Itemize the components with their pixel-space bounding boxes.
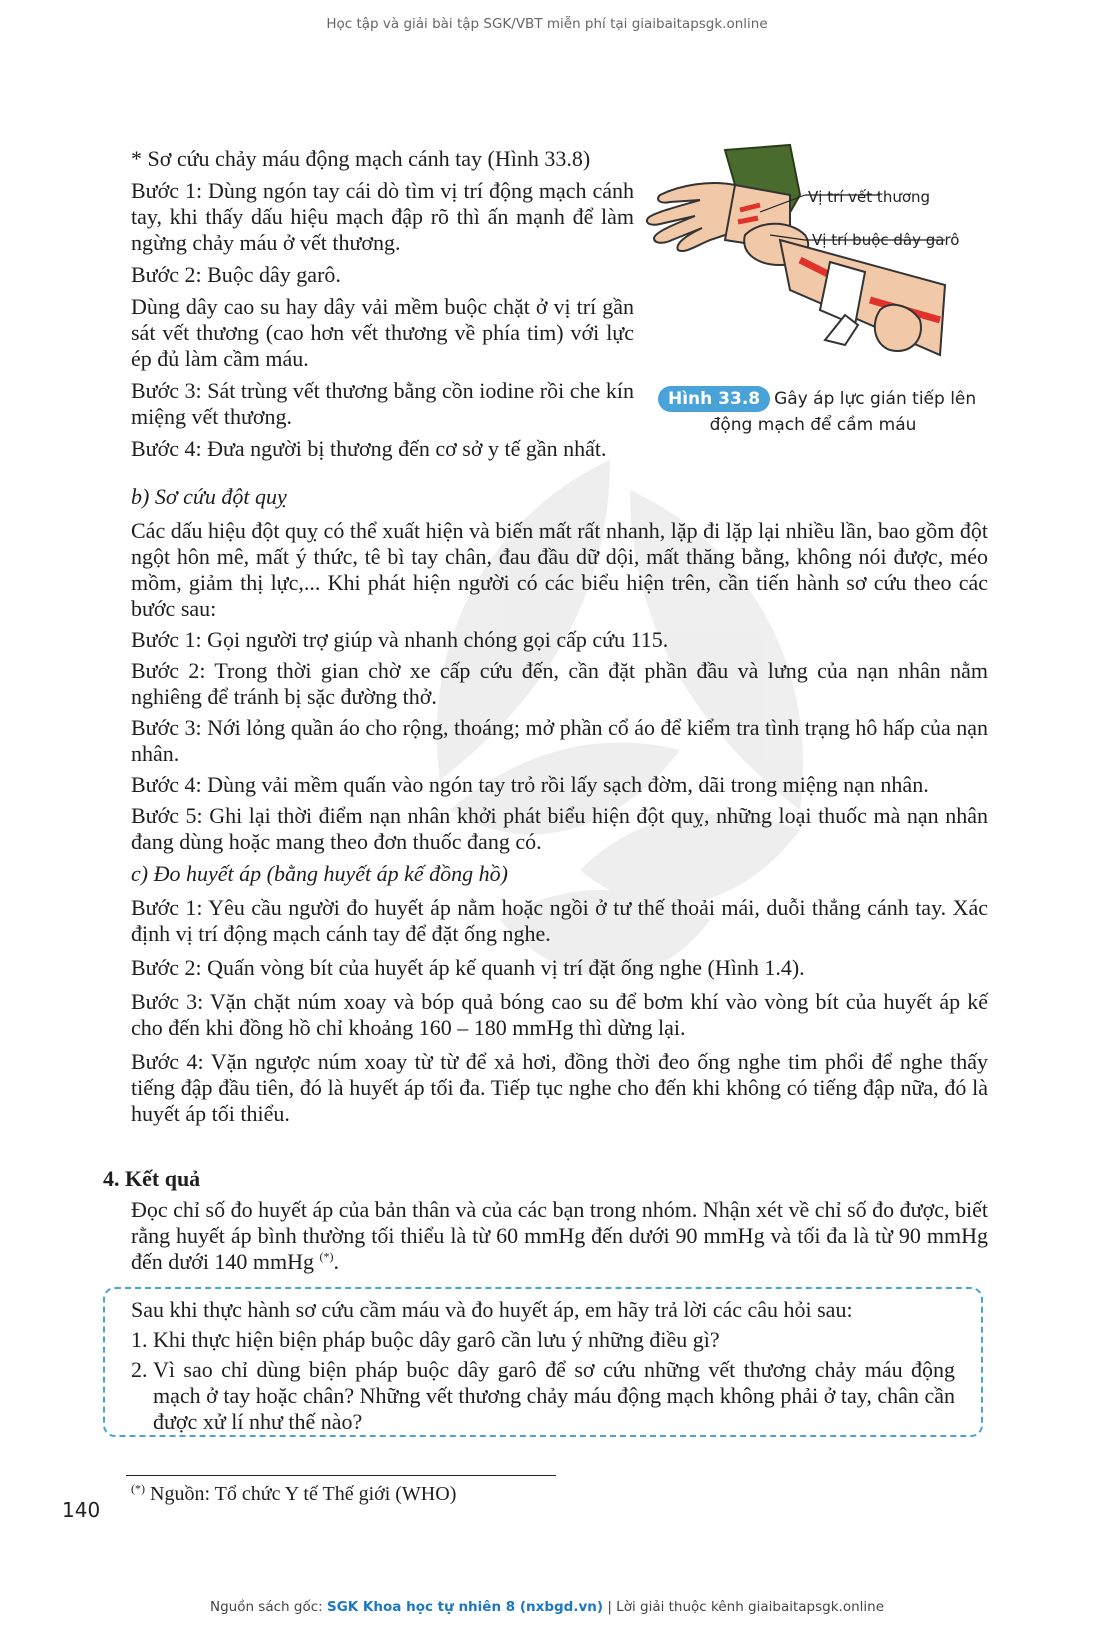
stroke-step-5: Bước 5: Ghi lại thời điểm nạn nhân khởi phát biểu hiện đột quỵ, những loại thuốc mà nạn nhân đang dùng hoặc mang theo đơn thuốc đang có. <box>131 803 988 854</box>
result-end: . <box>333 1249 340 1274</box>
artery-first-aid-section <box>131 146 634 468</box>
stroke-heading: b) Sơ cứu đột quỵ <box>131 484 287 509</box>
question-item <box>131 1327 955 1353</box>
caption-line-1: Gây áp lực gián tiếp lên <box>774 389 977 409</box>
result-text <box>131 1197 988 1275</box>
site-banner: Học tập và giải bài tập SGK/VBT miễn phí tại giaibaitapsgk.online <box>326 16 768 32</box>
question-text: Khi thực hiện biện pháp buộc dây garô cần lưu ý những điều gì? <box>153 1327 720 1352</box>
stroke-step-3: Bước 3: Nới lỏng quần áo cho rộng, thoáng; mở phần cổ áo để kiểm tra tình trạng hô hấp của nạn nhân. <box>131 715 988 766</box>
artery-step-2: Bước 2: Buộc dây garô. <box>131 262 341 287</box>
footer-prefix: Nguồn sách gốc: <box>209 1599 327 1615</box>
bp-step-1: Bước 1: Yêu cầu người đo huyết áp nằm hoặc ngồi ở tư thế thoải mái, duỗi thẳng cánh tay. Xác định vị trí động mạch cánh tay để đặt ống nghe. <box>131 895 988 946</box>
bp-heading: c) Đo huyết áp (bằng huyết áp kế đồng hồ) <box>131 861 508 886</box>
main-content <box>131 484 988 1132</box>
label-wound-position: Vị trí vết thương <box>808 188 931 206</box>
footnote <box>131 1481 731 1507</box>
stroke-step-1: Bước 1: Gọi người trợ giúp và nhanh chóng gọi cấp cứu 115. <box>131 627 669 652</box>
artery-step-1: Bước 1: Dùng ngón tay cái dò tìm vị trí động mạch cánh tay, khi thấy dấu hiệu mạch đập rõ thì ấn mạnh để làm ngừng chảy máu ở vết thương. <box>131 178 634 255</box>
artery-step-3: Bước 3: Sát trùng vết thương bằng cồn iodine rồi che kín miệng vết thương. <box>131 378 634 429</box>
result-heading: 4. Kết quả <box>103 1166 201 1191</box>
figure-33-8 <box>640 140 1000 460</box>
footnote-mark: (*) <box>131 1481 145 1496</box>
question-number: 2. <box>131 1357 148 1382</box>
footer-suffix: | Lời giải thuộc kênh giaibaitapsgk.online <box>603 1599 885 1615</box>
stroke-intro: Các dấu hiệu đột quỵ có thể xuất hiện và biến mất rất nhanh, lặp đi lặp lại nhiều lần, bao gồm đột ngột hôn mê, mất ý thức, tê bì tay chân, đau đầu dữ dội, mất thăng bằng, không nói được, méo mồm, giảm thị lực,... Khi phát hiện người có các biểu hiện trên, cần tiến hành sơ cứu theo các bước sau: <box>131 518 988 621</box>
question-number: 1. <box>131 1327 148 1352</box>
question-box <box>103 1287 983 1437</box>
question-item <box>131 1357 955 1435</box>
bp-step-4: Bước 4: Vặn ngược núm xoay từ từ để xả hơi, đồng thời đeo ống nghe tim phổi để nghe thấy tiếng đập đầu tiên, đó là huyết áp tối đa. Tiếp tục nghe cho đến khi không có tiếng đập nữa, đó là huyết áp tối thiểu. <box>131 1049 988 1126</box>
footnote-divider <box>126 1475 556 1476</box>
caption-line-2: động mạch để cầm máu <box>709 415 917 435</box>
question-intro: Sau khi thực hành sơ cứu cầm máu và đo huyết áp, em hãy trả lời các câu hỏi sau: <box>131 1297 853 1322</box>
label-tourniquet-position: Vị trí buộc dây garô <box>812 231 960 249</box>
figure-number-badge: Hình 33.8 <box>658 386 770 412</box>
bp-step-2: Bước 2: Quấn vòng bít của huyết áp kế quanh vị trí đặt ống nghe (Hình 1.4). <box>131 955 805 980</box>
artery-step-4: Bước 4: Đưa người bị thương đến cơ sở y tế gần nhất. <box>131 436 607 461</box>
source-footer <box>0 1599 1094 1615</box>
source-book-link[interactable]: SGK Khoa học tự nhiên 8 (nxbgd.vn) <box>326 1599 604 1615</box>
bp-step-3: Bước 3: Vặn chặt núm xoay và bóp quả bóng cao su để bơm khí vào vòng bít của huyết áp kế cho đến khi đồng hồ chỉ khoảng 160 – 180 mmHg thì dừng lại. <box>131 989 988 1040</box>
artery-title: * Sơ cứu chảy máu động mạch cánh tay (Hình 33.8) <box>131 146 591 171</box>
result-body: Đọc chỉ số đo huyết áp của bản thân và của các bạn trong nhóm. Nhận xét về chỉ số đo được, biết rằng huyết áp bình thường tối thiểu là từ 60 mmHg đến dưới 90 mmHg và tối đa là từ 90 mmHg đến dưới 140 mmHg <box>131 1197 988 1274</box>
stroke-step-4: Bước 4: Dùng vải mềm quấn vào ngón tay trỏ rồi lấy sạch đờm, dãi trong miệng nạn nhân. <box>131 772 929 797</box>
question-text: Vì sao chỉ dùng biện pháp buộc dây garô để sơ cứu những vết thương chảy máu động mạch ở tay hoặc chân? Những vết thương chảy máu động mạch không phải ở tay, chân cần được xử lí như thế nào? <box>153 1357 955 1434</box>
result-section <box>103 1166 988 1275</box>
result-footnote-mark: (*) <box>319 1249 334 1264</box>
arm-tourniquet-illustration <box>640 140 970 380</box>
page-number: 140 <box>62 1498 101 1522</box>
artery-step-2-detail: Dùng dây cao su hay dây vải mềm buộc chặt ở vị trí gần sát vết thương (cao hơn vết thương về phía tim) với lực ép đủ làm cầm máu. <box>131 294 634 371</box>
figure-caption <box>658 386 998 438</box>
footnote-text: Nguồn: Tổ chức Y tế Thế giới (WHO) <box>145 1483 457 1505</box>
stroke-step-2: Bước 2: Trong thời gian chờ xe cấp cứu đến, cần đặt phần đầu và lưng của nạn nhân nằm nghiêng để tránh bị sặc đường thở. <box>131 658 988 709</box>
